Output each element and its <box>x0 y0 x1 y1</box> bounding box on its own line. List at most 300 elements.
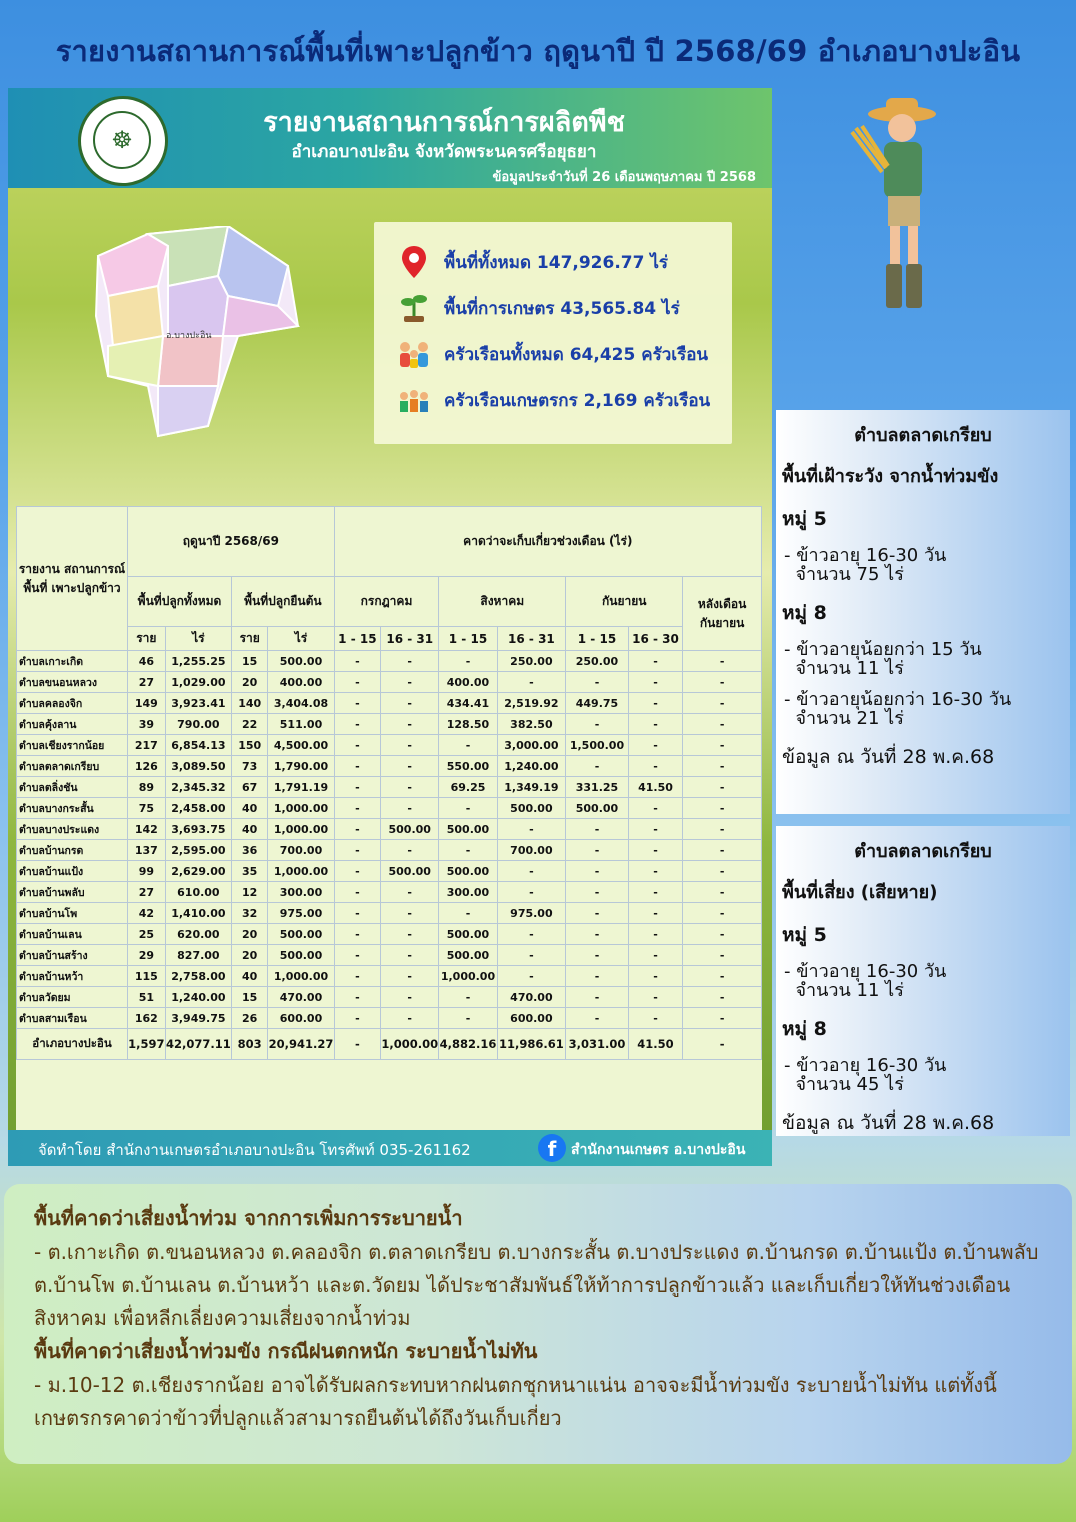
risk-moo: หมู่ 5 <box>782 924 827 946</box>
table-row <box>17 861 762 882</box>
table-cell: 1,029.00 <box>165 672 231 693</box>
table-cell: 1,000.00 <box>268 861 334 882</box>
card-date: ข้อมูลประจำวันที่ 26 เดือนพฤษภาคม ปี 2568 <box>492 170 756 185</box>
table-cell: 75 <box>127 798 165 819</box>
table-cell: - <box>439 903 497 924</box>
table-cell: 827.00 <box>165 945 231 966</box>
table-cell: - <box>381 672 439 693</box>
table-cell: - <box>381 966 439 987</box>
table-cell: - <box>628 651 682 672</box>
table-cell: 1,000.00 <box>268 819 334 840</box>
tambon-name: ตำบลบ้านแป้ง <box>17 861 128 882</box>
tambon-name: ตำบลบ้านโพ <box>17 903 128 924</box>
table-cell: - <box>334 840 380 861</box>
col-h-period: 1 - 15 <box>334 627 380 651</box>
total-cell: 41.50 <box>628 1029 682 1060</box>
table-cell: 2,758.00 <box>165 966 231 987</box>
table-row <box>17 798 762 819</box>
card-footer <box>8 1130 772 1166</box>
tambon-name: ตำบลบ้านเลน <box>17 924 128 945</box>
stat-households: ครัวเรือนทั้งหมด 64,425 ครัวเรือน <box>396 334 708 374</box>
tambon-name: ตำบลเกาะเกิด <box>17 651 128 672</box>
table-cell: 126 <box>127 756 165 777</box>
table-cell: 975.00 <box>268 903 334 924</box>
table-cell: 250.00 <box>497 651 566 672</box>
table-cell: 20 <box>232 672 268 693</box>
col-h-period: 1 - 15 <box>439 627 497 651</box>
family-icon <box>396 336 432 372</box>
table-cell: - <box>566 924 629 945</box>
table-cell: - <box>566 840 629 861</box>
tambon-name: ตำบลตลาดเกรียบ <box>17 756 128 777</box>
note-heading-1: พื้นที่คาดว่าเสี่ยงน้ำท่วม จากการเพิ่มการระบายน้ำ <box>34 1206 463 1230</box>
table-row <box>17 882 762 903</box>
table-cell: - <box>566 672 629 693</box>
table-cell: - <box>628 735 682 756</box>
total-cell: 1,000.00 <box>381 1029 439 1060</box>
col-h-area: ไร่ <box>268 627 334 651</box>
table-cell: - <box>628 819 682 840</box>
table-cell: 115 <box>127 966 165 987</box>
table-cell: - <box>628 987 682 1008</box>
table-cell: - <box>439 840 497 861</box>
table-cell: - <box>497 924 566 945</box>
table-cell: 550.00 <box>439 756 497 777</box>
table-cell: - <box>683 987 762 1008</box>
table-cell: - <box>683 1008 762 1029</box>
table-row <box>17 945 762 966</box>
table-cell: - <box>628 861 682 882</box>
table-row <box>17 714 762 735</box>
table-cell: 12 <box>232 882 268 903</box>
table-cell: - <box>683 882 762 903</box>
table-cell: 39 <box>127 714 165 735</box>
table-cell: - <box>566 756 629 777</box>
table-cell: - <box>683 714 762 735</box>
col-jul: กรกฎาคม <box>334 577 439 627</box>
location-pin-icon <box>396 244 432 280</box>
table-cell: 89 <box>127 777 165 798</box>
table-cell: - <box>381 714 439 735</box>
table-cell: - <box>683 903 762 924</box>
table-cell: 40 <box>232 798 268 819</box>
table-cell: 2,458.00 <box>165 798 231 819</box>
table-cell: - <box>566 945 629 966</box>
table-cell: 600.00 <box>497 1008 566 1029</box>
table-cell: - <box>439 735 497 756</box>
table-cell: - <box>334 903 380 924</box>
col-aug: สิงหาคม <box>439 577 566 627</box>
table-cell: 1,000.00 <box>268 966 334 987</box>
table-cell: - <box>628 882 682 903</box>
total-cell: 803 <box>232 1029 268 1060</box>
table-row <box>17 819 762 840</box>
table-cell: - <box>334 651 380 672</box>
table-cell: 975.00 <box>497 903 566 924</box>
risk-notes <box>4 1184 1072 1464</box>
table-cell: 620.00 <box>165 924 231 945</box>
table-cell: - <box>566 882 629 903</box>
table-cell: 73 <box>232 756 268 777</box>
table-cell: 1,255.25 <box>165 651 231 672</box>
col-h-period: 16 - 31 <box>497 627 566 651</box>
total-cell: 11,986.61 <box>497 1029 566 1060</box>
col-h-period: 1 - 15 <box>566 627 629 651</box>
table-cell: 2,519.92 <box>497 693 566 714</box>
table-cell: - <box>381 987 439 1008</box>
table-cell: 20 <box>232 924 268 945</box>
page-title: รายงานสถานการณ์พื้นที่เพาะปลูกข้าว ฤดูนาปี ปี 2568/69 อำเภอบางปะอิน <box>55 34 1021 68</box>
table-cell: 67 <box>232 777 268 798</box>
table-cell: - <box>566 861 629 882</box>
table-cell: - <box>334 861 380 882</box>
table-cell: - <box>334 945 380 966</box>
stat-agri-area: พื้นที่การเกษตร 43,565.84 ไร่ <box>396 288 680 328</box>
table-cell: 1,000.00 <box>439 966 497 987</box>
table-cell: - <box>683 756 762 777</box>
col-h-period: 16 - 31 <box>381 627 439 651</box>
total-cell: 1,597 <box>127 1029 165 1060</box>
tambon-name: ตำบลบ้านสร้าง <box>17 945 128 966</box>
table-cell: - <box>381 945 439 966</box>
table-cell: 300.00 <box>439 882 497 903</box>
table-cell: - <box>381 882 439 903</box>
table-cell: 470.00 <box>497 987 566 1008</box>
risk-tambon: ตำบลตลาดเกรียบ <box>854 841 992 862</box>
table-cell: 1,410.00 <box>165 903 231 924</box>
table-cell: - <box>381 693 439 714</box>
col-h-rai: ราย <box>127 627 165 651</box>
table-cell: - <box>334 714 380 735</box>
facebook-icon[interactable]: f <box>538 1134 566 1162</box>
table-cell: - <box>497 672 566 693</box>
table-cell: - <box>566 966 629 987</box>
table-cell: 27 <box>127 672 165 693</box>
col-h-rai: ราย <box>232 627 268 651</box>
table-row <box>17 756 762 777</box>
table-cell: - <box>566 714 629 735</box>
table-cell: 1,349.19 <box>497 777 566 798</box>
tambon-name: ตำบลบ้านกรด <box>17 840 128 861</box>
table-cell: - <box>334 966 380 987</box>
card-subtitle: อำเภอบางปะอิน จังหวัดพระนครศรีอยุธยา <box>291 142 597 162</box>
map-center-label: อ.บางปะอิน <box>166 331 212 341</box>
tambon-name: ตำบลบางกระสั้น <box>17 798 128 819</box>
risk-moo: หมู่ 8 <box>782 1018 827 1040</box>
tambon-name: ตำบลบ้านพลับ <box>17 882 128 903</box>
total-cell: 4,882.16 <box>439 1029 497 1060</box>
table-cell: 3,404.08 <box>268 693 334 714</box>
table-cell: - <box>683 945 762 966</box>
risk-date: ข้อมูล ณ วันที่ 28 พ.ค.68 <box>782 1112 995 1134</box>
table-cell: - <box>566 903 629 924</box>
footer-text: จัดทำโดย สำนักงานเกษตรอำเภอบางปะอิน โทรศัพท์ 035-261162 <box>38 1141 471 1159</box>
table-row <box>17 672 762 693</box>
table-cell: 137 <box>127 840 165 861</box>
col-season: ฤดูนาปี 2568/69 <box>127 507 334 577</box>
table-cell: 511.00 <box>268 714 334 735</box>
table-cell: 217 <box>127 735 165 756</box>
table-cell: - <box>381 840 439 861</box>
table-cell: 700.00 <box>268 840 334 861</box>
table-cell: 22 <box>232 714 268 735</box>
table-cell: 27 <box>127 882 165 903</box>
table-cell: - <box>334 1008 380 1029</box>
table-cell: - <box>566 819 629 840</box>
table-cell: 2,345.32 <box>165 777 231 798</box>
table-cell: 300.00 <box>268 882 334 903</box>
tambon-name: ตำบลขนอนหลวง <box>17 672 128 693</box>
table-cell: 26 <box>232 1008 268 1029</box>
table-row <box>17 966 762 987</box>
watch-moo: หมู่ 5 <box>782 508 827 530</box>
table-cell: - <box>628 1008 682 1029</box>
table-cell: - <box>683 966 762 987</box>
table-cell: 2,629.00 <box>165 861 231 882</box>
table-cell: - <box>628 966 682 987</box>
table-cell: 25 <box>127 924 165 945</box>
table-cell: 3,089.50 <box>165 756 231 777</box>
watch-line: - ข้าวอายุ 16-30 วัน จำนวน 75 ไร่ <box>784 545 947 585</box>
table-cell: - <box>683 735 762 756</box>
table-cell: 449.75 <box>566 693 629 714</box>
table-cell: - <box>628 798 682 819</box>
district-map <box>88 226 308 466</box>
table-cell: 41.50 <box>628 777 682 798</box>
table-cell: 331.25 <box>566 777 629 798</box>
col-expected: คาดว่าจะเก็บเกี่ยวช่วงเดือน (ไร่) <box>334 507 761 577</box>
watch-area-box <box>776 410 1070 814</box>
risk-area-box <box>776 826 1070 1136</box>
col-after: หลังเดือน กันยายน <box>683 577 762 651</box>
risk-subtitle: พื้นที่เสี่ยง (เสียหาย) <box>782 882 938 903</box>
total-cell: 20,941.27 <box>268 1029 334 1060</box>
table-cell: - <box>628 840 682 861</box>
farmers-icon <box>396 382 432 418</box>
table-cell: 790.00 <box>165 714 231 735</box>
note-body-1: - ต.เกาะเกิด ต.ขนอนหลวง ต.คลองจิก ต.ตลาดเกรียบ ต.บางกระสั้น ต.บางประแดง ต.บ้านกรด ต.บ้านแป้ง ต.บ้านพลับ ต.บ้านโพ ต.บ้านเลน ต.บ้านหว้า และต.วัดยม ได้ประชาสัมพันธ์ให้ท้าการปลูกข้าวแล้ว และเก็บเกี่ยวให้ทันช่วงเดือนสิงหาคม เพื่อหลีกเลี่ยงความเสี่ยงจากน้ำท่วม <box>34 1240 1039 1330</box>
table-cell: 500.00 <box>439 945 497 966</box>
table-cell: 36 <box>232 840 268 861</box>
table-cell: - <box>683 840 762 861</box>
table-cell: - <box>381 798 439 819</box>
district-name: อำเภอบางปะอิน <box>17 1029 128 1060</box>
table-cell: - <box>334 819 380 840</box>
table-cell: - <box>628 945 682 966</box>
table-cell: 69.25 <box>439 777 497 798</box>
stat-farmer-households: ครัวเรือนเกษตรกร 2,169 ครัวเรือน <box>396 380 710 420</box>
table-cell: 142 <box>127 819 165 840</box>
card-header <box>8 88 772 188</box>
table-cell: 1,790.00 <box>268 756 334 777</box>
table-cell: 500.00 <box>268 924 334 945</box>
table-cell: - <box>497 945 566 966</box>
table-cell: 500.00 <box>439 861 497 882</box>
watch-tambon: ตำบลตลาดเกรียบ <box>854 425 992 446</box>
table-cell: - <box>628 693 682 714</box>
table-cell: 500.00 <box>381 819 439 840</box>
col-report: รายงาน สถานการณ์ พื้นที่ เพาะปลูกข้าว <box>17 507 128 651</box>
table-cell: 500.00 <box>439 819 497 840</box>
table-cell: 6,854.13 <box>165 735 231 756</box>
table-cell: - <box>683 693 762 714</box>
table-cell: - <box>683 861 762 882</box>
table-cell: - <box>381 903 439 924</box>
table-cell: 15 <box>232 651 268 672</box>
table-cell: - <box>381 777 439 798</box>
table-cell: - <box>334 882 380 903</box>
note-heading-2: พื้นที่คาดว่าเสี่ยงน้ำท่วมขัง กรณีฝนตกหนัก ระบายน้ำไม่ทัน <box>34 1339 538 1363</box>
tambon-name: ตำบลสามเรือน <box>17 1008 128 1029</box>
table-cell: 382.50 <box>497 714 566 735</box>
table-cell: - <box>381 735 439 756</box>
table-cell: 1,240.00 <box>497 756 566 777</box>
table-cell: 1,240.00 <box>165 987 231 1008</box>
harvest-table <box>16 506 762 1144</box>
table-cell: 500.00 <box>439 924 497 945</box>
table-cell: 2,595.00 <box>165 840 231 861</box>
table-cell: - <box>334 756 380 777</box>
table-cell: - <box>628 924 682 945</box>
stat-total-area: พื้นที่ทั้งหมด 147,926.77 ไร่ <box>396 242 668 282</box>
table-cell: - <box>497 966 566 987</box>
farmer-illustration <box>842 92 952 322</box>
table-cell: - <box>439 987 497 1008</box>
total-cell: - <box>334 1029 380 1060</box>
table-cell: 1,791.19 <box>268 777 334 798</box>
tambon-name: ตำบลคุ้งลาน <box>17 714 128 735</box>
table-cell: 51 <box>127 987 165 1008</box>
table-cell: - <box>381 651 439 672</box>
table-cell: 3,693.75 <box>165 819 231 840</box>
risk-line: - ข้าวอายุ 16-30 วัน จำนวน 45 ไร่ <box>784 1055 947 1095</box>
table-row <box>17 1008 762 1029</box>
table-row <box>17 987 762 1008</box>
table-cell: 700.00 <box>497 840 566 861</box>
table-cell: - <box>381 756 439 777</box>
table-cell: - <box>381 924 439 945</box>
table-cell: 250.00 <box>566 651 629 672</box>
table-cell: 1,000.00 <box>268 798 334 819</box>
table-cell: - <box>497 861 566 882</box>
table-cell: 434.41 <box>439 693 497 714</box>
table-cell: 500.00 <box>566 798 629 819</box>
table-row <box>17 735 762 756</box>
table-total-row <box>17 1029 762 1060</box>
table-cell: - <box>683 798 762 819</box>
table-cell: 500.00 <box>497 798 566 819</box>
table-cell: 99 <box>127 861 165 882</box>
table-cell: 500.00 <box>268 945 334 966</box>
tambon-name: ตำบลบางประแดง <box>17 819 128 840</box>
table-cell: 1,500.00 <box>566 735 629 756</box>
total-cell: 42,077.11 <box>165 1029 231 1060</box>
table-cell: 42 <box>127 903 165 924</box>
table-cell: - <box>439 1008 497 1029</box>
col-sep: กันยายน <box>566 577 683 627</box>
col-standing: พื้นที่ปลูกยืนต้น <box>232 577 335 627</box>
watch-moo: หมู่ 8 <box>782 602 827 624</box>
table-cell: - <box>334 987 380 1008</box>
summary-stats <box>374 222 732 444</box>
table-row <box>17 924 762 945</box>
table-cell: 3,923.41 <box>165 693 231 714</box>
table-cell: 500.00 <box>381 861 439 882</box>
table-cell: 29 <box>127 945 165 966</box>
table-cell: - <box>334 798 380 819</box>
table-cell: - <box>439 651 497 672</box>
col-h-area: ไร่ <box>165 627 231 651</box>
watch-date: ข้อมูล ณ วันที่ 28 พ.ค.68 <box>782 746 995 768</box>
watch-line: - ข้าวอายุน้อยกว่า 16-30 วัน จำนวน 21 ไร่ <box>784 689 1012 729</box>
table-cell: - <box>628 756 682 777</box>
table-cell: 35 <box>232 861 268 882</box>
risk-line: - ข้าวอายุ 16-30 วัน จำนวน 11 ไร่ <box>784 961 947 1001</box>
table-row <box>17 651 762 672</box>
tambon-name: ตำบลตลิ่งชัน <box>17 777 128 798</box>
table-cell: - <box>334 693 380 714</box>
tambon-name: ตำบลบ้านหว้า <box>17 966 128 987</box>
table-cell: 3,949.75 <box>165 1008 231 1029</box>
table-cell: 32 <box>232 903 268 924</box>
table-row <box>17 777 762 798</box>
table-cell: 4,500.00 <box>268 735 334 756</box>
table-cell: - <box>683 924 762 945</box>
table-cell: - <box>683 777 762 798</box>
table-cell: 162 <box>127 1008 165 1029</box>
table-cell: 610.00 <box>165 882 231 903</box>
table-cell: - <box>683 651 762 672</box>
table-cell: 128.50 <box>439 714 497 735</box>
tambon-name: ตำบลเชียงรากน้อย <box>17 735 128 756</box>
table-cell: 500.00 <box>268 651 334 672</box>
table-cell: 46 <box>127 651 165 672</box>
table-cell: - <box>628 714 682 735</box>
table-cell: 600.00 <box>268 1008 334 1029</box>
facebook-page-link[interactable]: สำนักงานเกษตร อ.บางปะอิน <box>571 1142 746 1158</box>
table-cell: - <box>683 672 762 693</box>
table-cell: 15 <box>232 987 268 1008</box>
table-cell: - <box>334 735 380 756</box>
table-cell: 400.00 <box>439 672 497 693</box>
table-cell: 40 <box>232 966 268 987</box>
watch-line: - ข้าวอายุน้อยกว่า 15 วัน จำนวน 11 ไร่ <box>784 639 982 679</box>
watch-subtitle: พื้นที่เฝ้าระวัง จากน้ำท่วมขัง <box>782 466 999 487</box>
table-cell: 149 <box>127 693 165 714</box>
dept-logo-icon: ☸ <box>78 96 168 186</box>
table-cell: - <box>497 819 566 840</box>
table-cell: - <box>497 882 566 903</box>
table-cell: 470.00 <box>268 987 334 1008</box>
table-cell: 40 <box>232 819 268 840</box>
table-cell: 3,000.00 <box>497 735 566 756</box>
card-title: รายงานสถานการณ์การผลิตพืช <box>263 107 625 138</box>
total-cell: 3,031.00 <box>566 1029 629 1060</box>
table-cell: - <box>683 819 762 840</box>
table-cell: - <box>439 798 497 819</box>
note-body-2: - ม.10-12 ต.เชียงรากน้อย อาจได้รับผลกระทบหากฝนตกชุกหนาแน่น อาจจะมีน้ำท่วมขัง ระบายน้ำไม่ทัน แต่ทั้งนี้ เกษตรกรคาดว่าข้าวที่ปลูกแล้วสามารถยืนต้นได้ถึงวันเก็บเกี่ยว <box>34 1373 997 1430</box>
table-cell: - <box>566 987 629 1008</box>
table-cell: 400.00 <box>268 672 334 693</box>
tambon-name: ตำบลคลองจิก <box>17 693 128 714</box>
table-row <box>17 693 762 714</box>
plant-icon <box>396 290 432 326</box>
col-h-period: 16 - 30 <box>628 627 682 651</box>
table-cell: - <box>334 777 380 798</box>
tambon-name: ตำบลวัดยม <box>17 987 128 1008</box>
total-cell: - <box>683 1029 762 1060</box>
table-cell: 150 <box>232 735 268 756</box>
